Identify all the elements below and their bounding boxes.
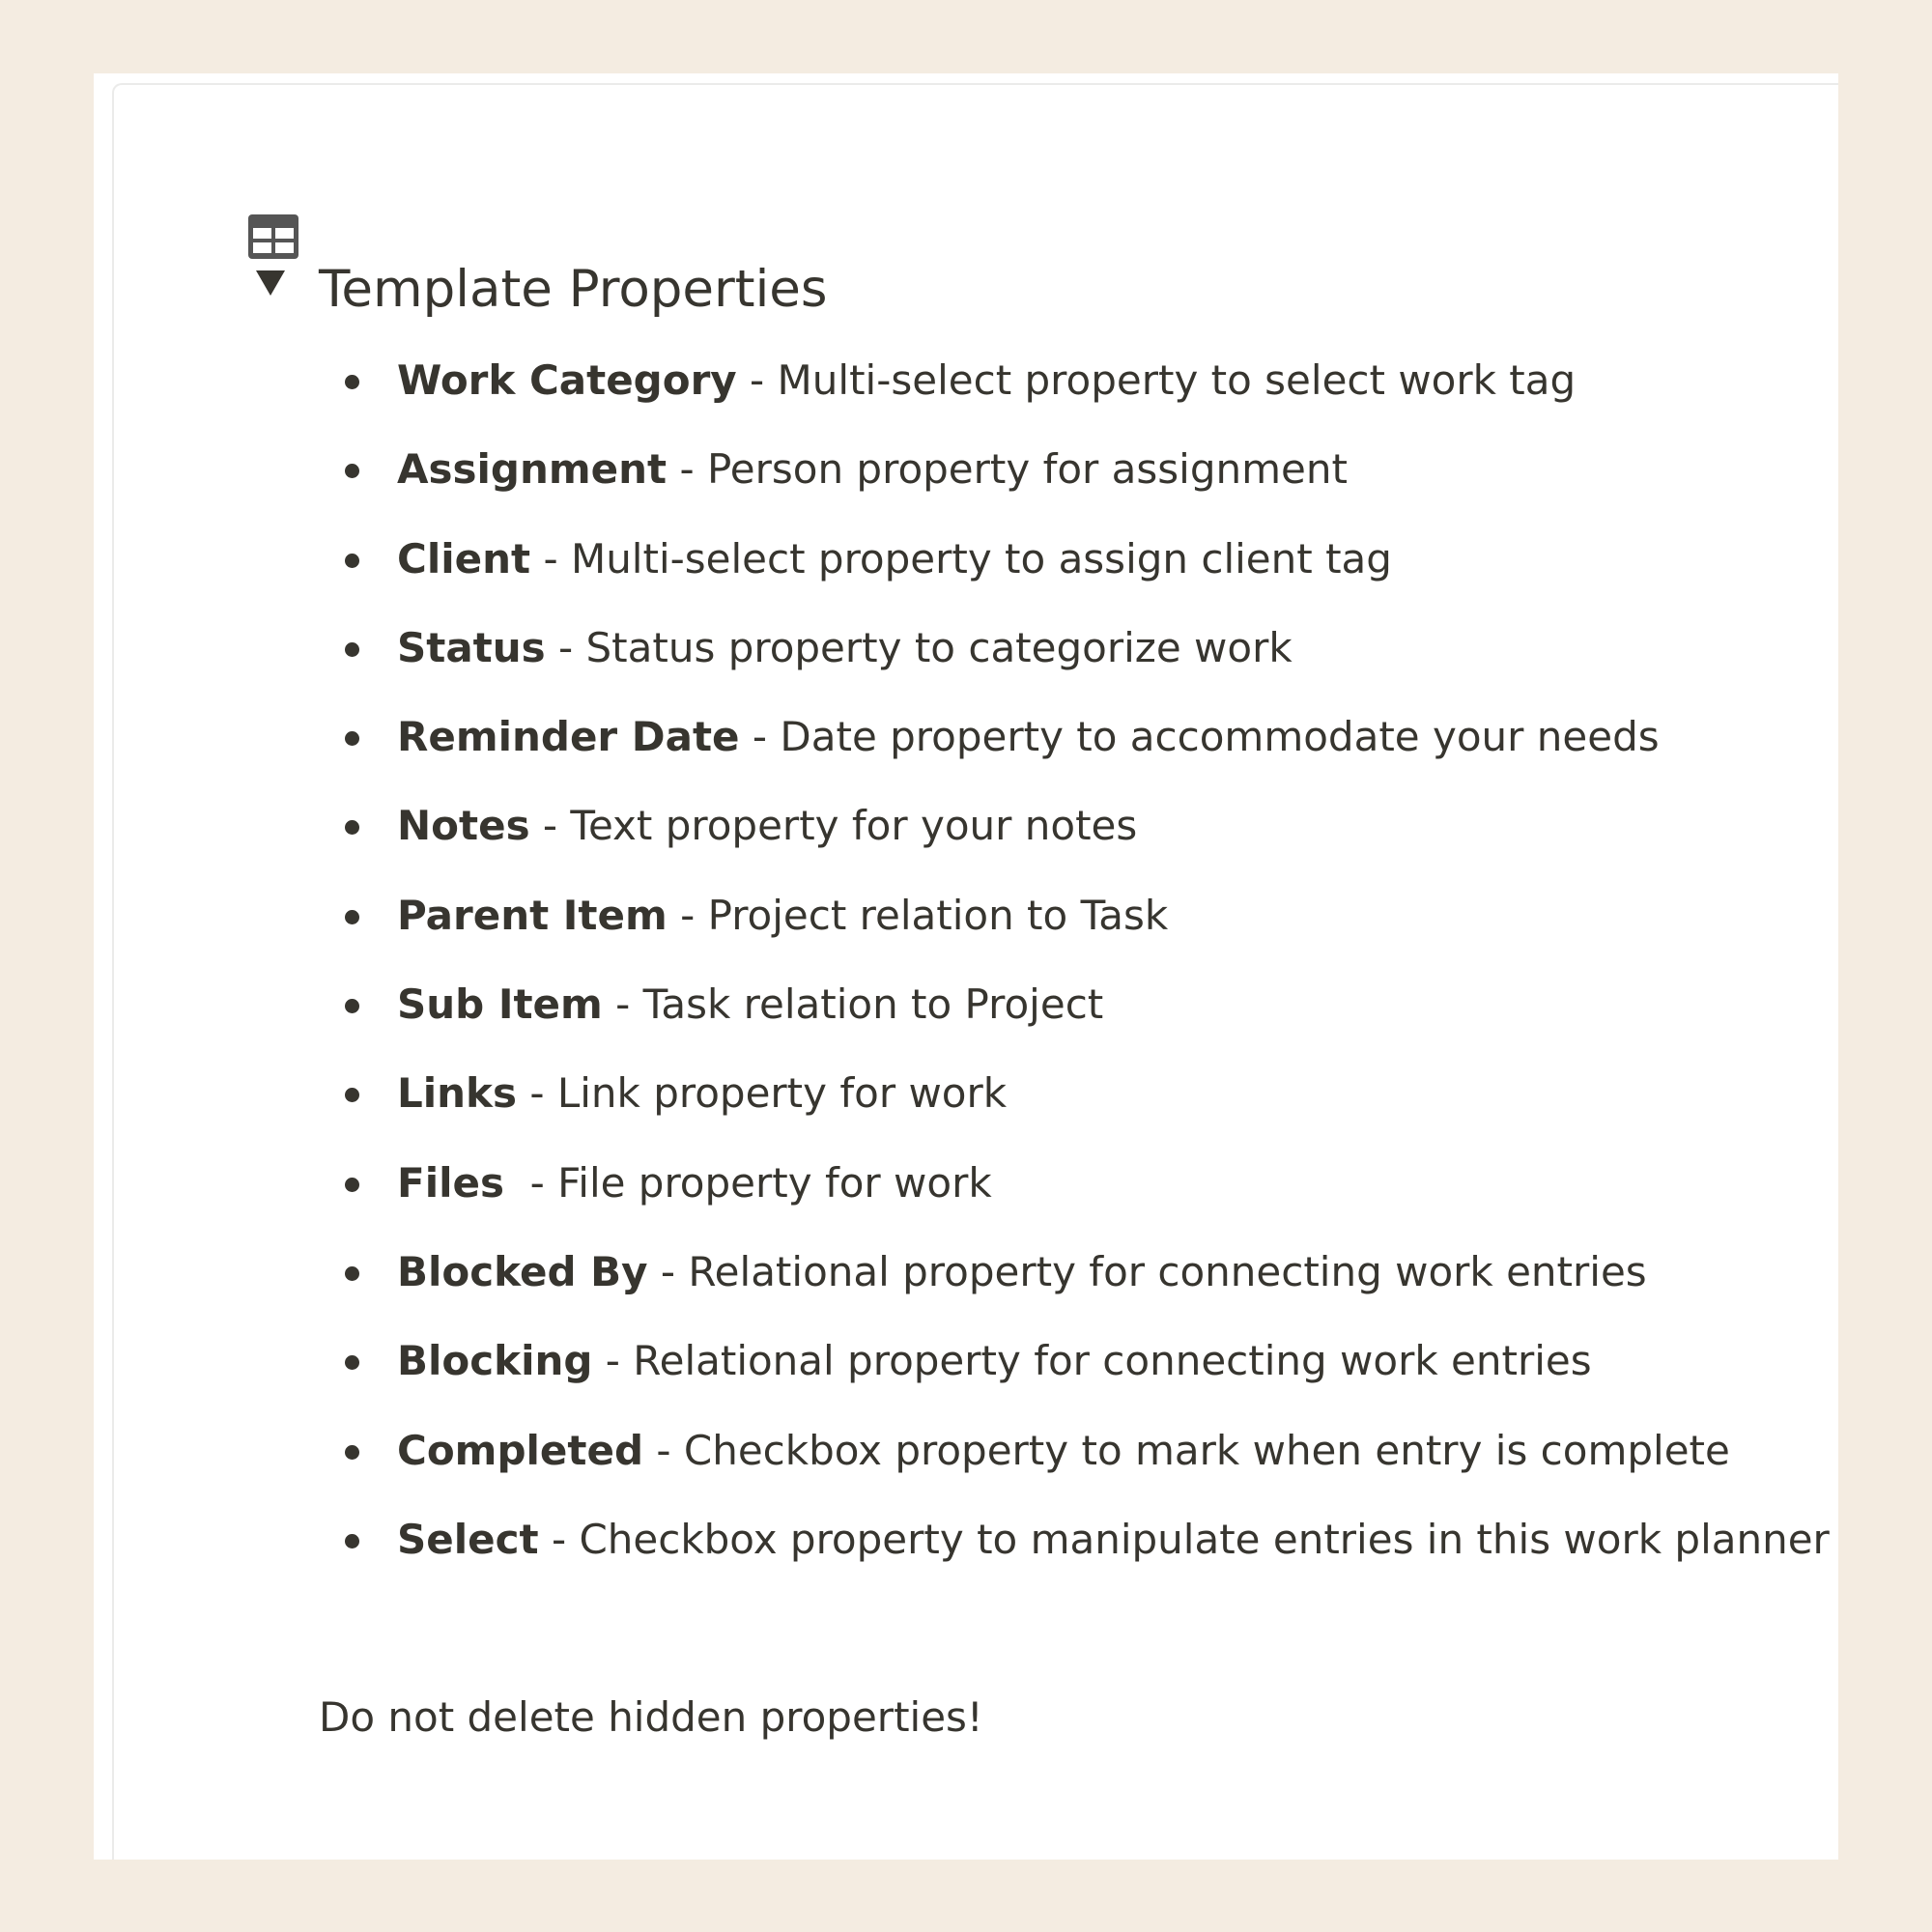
- bullet-icon: [345, 1266, 359, 1281]
- property-text[interactable]: [397, 1243, 1647, 1301]
- bullet-icon: [345, 375, 359, 389]
- property-name: Work Category: [397, 356, 737, 404]
- property-description: - Multi-select property to assign client tag: [530, 534, 1392, 582]
- property-name: Status: [397, 623, 546, 671]
- property-name: Sub Item: [397, 980, 603, 1029]
- hidden-properties-note: Do not delete hidden properties!: [319, 1693, 983, 1741]
- property-text[interactable]: [397, 1154, 992, 1212]
- property-name: Completed: [397, 1426, 644, 1474]
- property-description: - Person property for assignment: [667, 445, 1348, 494]
- property-name: Parent Item: [397, 891, 668, 939]
- property-description: - Status property to categorize work: [545, 623, 1293, 671]
- triangle-down-icon[interactable]: [256, 270, 285, 296]
- property-description: - Text property for your notes: [529, 802, 1138, 850]
- property-description: - Link property for work: [517, 1069, 1008, 1118]
- bullet-icon: [345, 1445, 359, 1460]
- property-text[interactable]: [397, 1422, 1730, 1480]
- property-description: - Project relation to Task: [667, 891, 1169, 939]
- property-description: - File property for work: [503, 1158, 992, 1207]
- property-text[interactable]: [397, 797, 1137, 855]
- property-name: Notes: [397, 802, 530, 850]
- property-text[interactable]: [397, 352, 1576, 410]
- property-name: Links: [397, 1069, 517, 1118]
- toggle-title[interactable]: Template Properties: [319, 260, 828, 319]
- property-name: Select: [397, 1515, 539, 1563]
- property-text[interactable]: [397, 1511, 1830, 1569]
- property-description: - Relational property for connecting work entries: [647, 1247, 1647, 1295]
- property-description: - Task relation to Project: [602, 980, 1104, 1029]
- property-text[interactable]: [397, 1065, 1007, 1122]
- property-name: Files: [397, 1158, 504, 1207]
- property-description: - Checkbox property to manipulate entries in this work planner: [538, 1515, 1830, 1563]
- property-description: - Date property to accommodate your needs: [739, 713, 1660, 761]
- bullet-icon: [345, 1534, 359, 1548]
- property-text[interactable]: [397, 530, 1392, 588]
- property-name: Blocked By: [397, 1247, 648, 1295]
- bullet-icon: [345, 1178, 359, 1192]
- property-text[interactable]: [397, 887, 1168, 945]
- property-description: - Relational property for connecting work entries: [592, 1337, 1592, 1385]
- bullet-icon: [345, 910, 359, 924]
- property-text[interactable]: [397, 440, 1348, 498]
- table-icon[interactable]: [248, 214, 298, 259]
- page-card: [94, 73, 1838, 1860]
- property-name: Assignment: [397, 445, 668, 494]
- property-text[interactable]: [397, 708, 1660, 766]
- bullet-icon: [345, 999, 359, 1013]
- bullet-icon: [345, 642, 359, 657]
- property-description: - Checkbox property to mark when entry is complete: [643, 1426, 1730, 1474]
- property-text[interactable]: [397, 1332, 1592, 1390]
- property-text[interactable]: [397, 976, 1103, 1034]
- bullet-icon: [345, 554, 359, 568]
- property-description: - Multi-select property to select work tag: [736, 356, 1577, 404]
- property-text[interactable]: [397, 619, 1293, 677]
- property-name: Reminder Date: [397, 713, 740, 761]
- page-frame: [112, 83, 1838, 1860]
- property-name: Client: [397, 534, 531, 582]
- property-name: Blocking: [397, 1337, 593, 1385]
